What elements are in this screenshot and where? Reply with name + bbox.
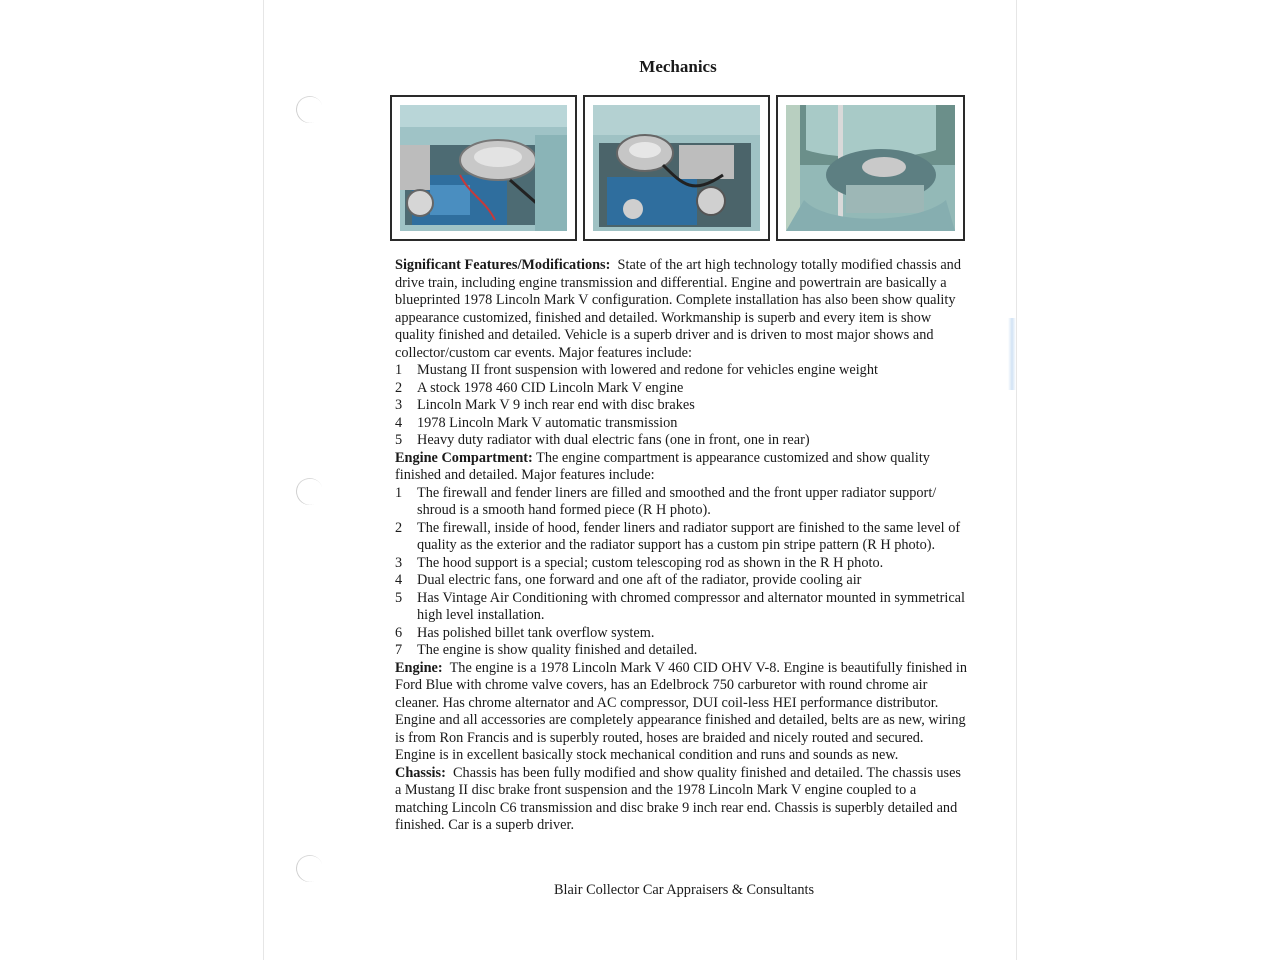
item-number: 4 bbox=[395, 572, 403, 588]
engine-compartment-list bbox=[395, 485, 967, 660]
chassis-heading: Chassis: bbox=[395, 764, 446, 781]
list-item bbox=[395, 362, 967, 380]
item-text: A stock 1978 460 CID Lincoln Mark V engine bbox=[417, 379, 684, 396]
chassis-text: Chassis has been fully modified and show quality finished and detailed. The chassis uses a Mustang II disc brake front suspension and the 1978 Lincoln Mark V engine coupled to a matching Lincoln C6 transmission and disc brake 9 inch rear end. Chassis is superbly detailed and finished. Car is a superb driver. bbox=[395, 764, 961, 833]
list-item bbox=[395, 625, 967, 643]
page-title: Mechanics bbox=[639, 57, 717, 76]
significant-features-intro: State of the art high technology totally modified chassis and drive train, including engine transmission and differential. Engine and powertrain are basically a blueprinted 1978 Lincoln Mark V configuration. Complete installation has also been show quality appearance customized, finished and detailed. Workmanship is superb and every item is show quality finished and detailed. Vehicle is a superb driver and is driven to most major shows and collector/custom car events. Major features include: bbox=[395, 257, 961, 361]
engine-heading: Engine: bbox=[395, 659, 443, 676]
item-number: 1 bbox=[395, 362, 403, 378]
item-number: 5 bbox=[395, 589, 403, 606]
mechanics-text bbox=[395, 257, 967, 835]
list-item bbox=[395, 380, 967, 398]
item-number: 2 bbox=[395, 379, 403, 396]
list-item bbox=[395, 520, 967, 555]
item-text: Dual electric fans, one forward and one aft of the radiator, provide cooling air bbox=[417, 572, 862, 588]
significant-features-list bbox=[395, 362, 967, 450]
engine-paragraph bbox=[395, 660, 967, 765]
item-number: 4 bbox=[395, 414, 403, 431]
chassis-paragraph bbox=[395, 765, 967, 835]
list-item bbox=[395, 572, 967, 590]
item-number: 7 bbox=[395, 642, 403, 658]
item-text: The firewall and fender liners are filled and smoothed and the front upper radiator support/ shroud is a smooth hand formed piece (R H photo). bbox=[417, 484, 937, 518]
list-item bbox=[395, 555, 967, 573]
engine-photo-right-hood-open bbox=[776, 95, 965, 241]
item-text: Has polished billet tank overflow system. bbox=[417, 624, 655, 641]
engine-photo-left bbox=[390, 95, 577, 241]
item-text: The engine is show quality finished and detailed. bbox=[417, 642, 698, 658]
list-item bbox=[395, 590, 967, 625]
list-item bbox=[395, 415, 967, 433]
engine-photo-center bbox=[583, 95, 770, 241]
scan-artifact bbox=[1008, 318, 1016, 390]
item-number: 2 bbox=[395, 519, 403, 536]
item-number: 3 bbox=[395, 554, 403, 571]
item-number: 1 bbox=[395, 484, 403, 501]
engine-compartment-heading: Engine Compartment: bbox=[395, 449, 533, 466]
item-number: 6 bbox=[395, 624, 403, 641]
item-text: 1978 Lincoln Mark V automatic transmission bbox=[417, 414, 678, 431]
list-item bbox=[395, 397, 967, 415]
item-number: 3 bbox=[395, 397, 403, 413]
item-text: Mustang II front suspension with lowered and redone for vehicles engine weight bbox=[417, 362, 878, 378]
footer-company: Blair Collector Car Appraisers & Consultants bbox=[553, 882, 815, 898]
item-text: The firewall, inside of hood, fender liners and radiator support are finished to the same level of quality as the exterior and the radiator support has a custom pin stripe pattern (R H photo). bbox=[417, 519, 961, 553]
item-number: 5 bbox=[395, 432, 403, 448]
engine-text: The engine is a 1978 Lincoln Mark V 460 CID OHV V-8. Engine is beautifully finished in Ford Blue with chrome valve covers, has an Edelbrock 750 carburetor with round chrome air cleaner. Has chrome alternator and AC compressor, DUI coil-less HEI performance distributor. Engine and all accessories are completely appearance finished and detailed, belts are as new, wiring is from Ron Francis and is superbly routed, hoses are braided and nicely routed and secured. Engine is in excellent basically stock mechanical condition and runs and sounds as new. bbox=[395, 659, 967, 763]
engine-compartment-paragraph bbox=[395, 450, 967, 485]
item-text: Heavy duty radiator with dual electric fans (one in front, one in rear) bbox=[417, 432, 810, 448]
engine-compartment-intro: The engine compartment is appearance customized and show quality finished and detailed. Major features include: bbox=[395, 449, 930, 483]
item-text: Lincoln Mark V 9 inch rear end with disc brakes bbox=[417, 397, 695, 413]
list-item bbox=[395, 432, 967, 450]
significant-features-heading: Significant Features/Modifications: bbox=[395, 257, 611, 273]
list-item bbox=[395, 642, 967, 660]
significant-features-paragraph bbox=[395, 257, 967, 362]
item-text: The hood support is a special; custom telescoping rod as shown in the R H photo. bbox=[417, 554, 884, 571]
list-item bbox=[395, 485, 967, 520]
item-text: Has Vintage Air Conditioning with chromed compressor and alternator mounted in symmetrical high level installation. bbox=[417, 589, 966, 623]
